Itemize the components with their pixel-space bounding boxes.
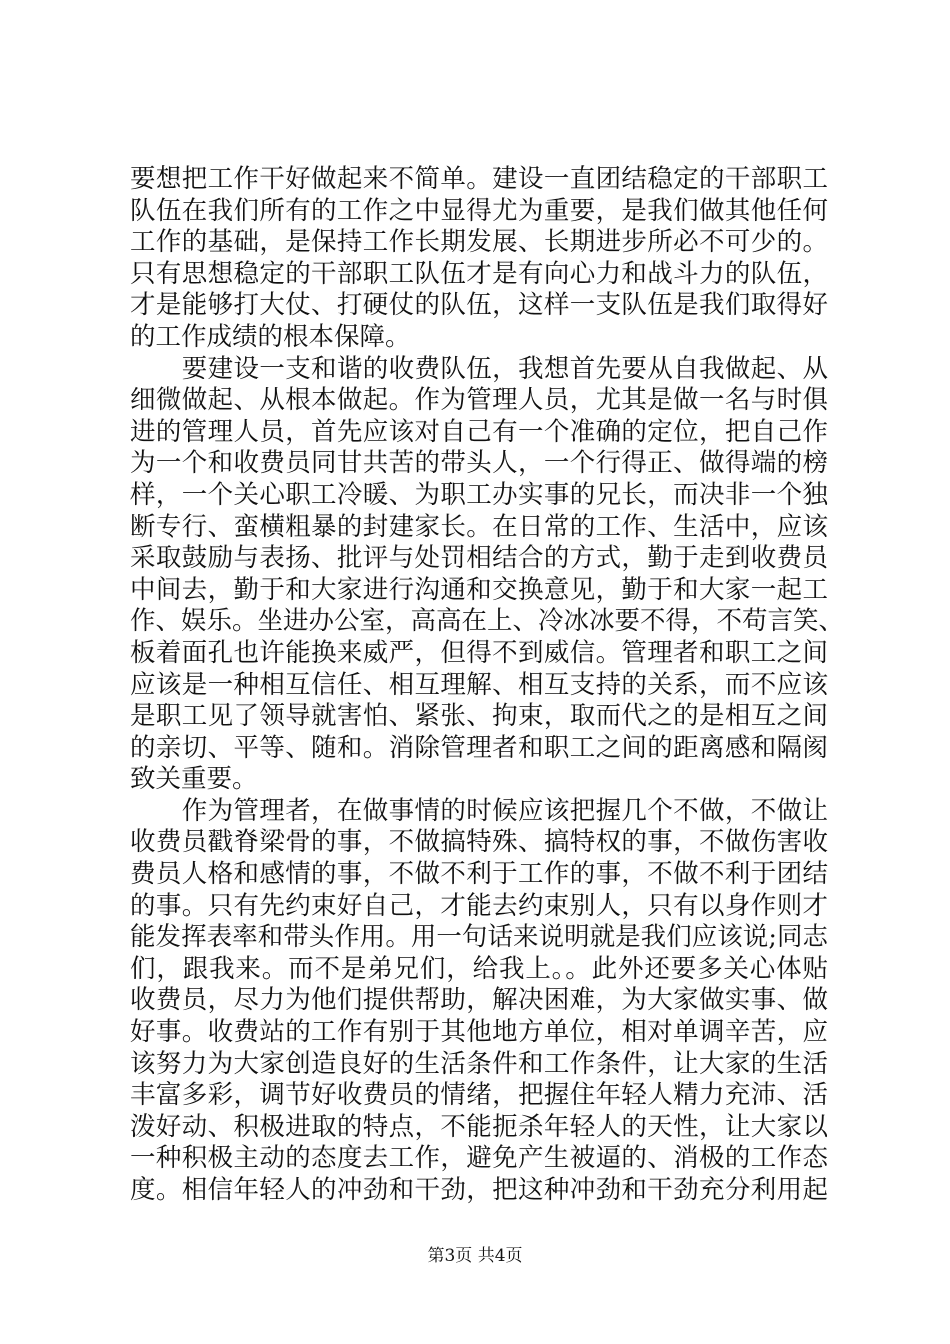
paragraph-line: 断专行、蛮横粗暴的封建家长。在日常的工作、生活中，应该 (130, 511, 828, 542)
document-body (130, 164, 845, 1207)
paragraph-line: 进的管理人员，首先应该对自己有一个准确的定位，把自己作 (130, 416, 828, 447)
paragraph-line: 应该是一种相互信任、相互理解、相互支持的关系，而不应该 (130, 669, 828, 700)
paragraph-line: 细微做起、从根本做起。作为管理人员，尤其是做一名与时俱 (130, 385, 828, 416)
paragraph-line: 只有思想稳定的干部职工队伍才是有向心力和战斗力的队伍， (130, 258, 828, 289)
paragraph-line: 该努力为大家创造良好的生活条件和工作条件，让大家的生活 (130, 1048, 828, 1079)
paragraph-line: 中间去，勤于和大家进行沟通和交换意见，勤于和大家一起工 (130, 574, 828, 605)
paragraph-line: 们，跟我来。而不是弟兄们，给我上。。此外还要多关心体贴 (130, 953, 828, 984)
paragraph-line: 度。相信年轻人的冲劲和干劲，把这种冲劲和干劲充分利用起 (130, 1175, 828, 1205)
paragraph-line: 作、娱乐。坐进办公室，高高在上、冷冰冰要不得，不苟言笑、 (130, 606, 845, 637)
paragraph-line: 的工作成绩的根本保障。 (130, 321, 411, 352)
paragraph-line: 收费员戳脊梁骨的事，不做搞特殊、搞特权的事，不做伤害收 (130, 827, 828, 858)
paragraph-line: 一种积极主动的态度去工作，避免产生被逼的、消极的工作态 (130, 1143, 828, 1174)
paragraph-line: 才是能够打大仗、打硬仗的队伍，这样一支队伍是我们取得好 (130, 290, 828, 321)
paragraph-line: 是职工见了领导就害怕、紧张、拘束，取而代之的是相互之间 (130, 701, 828, 732)
paragraph (130, 796, 828, 1207)
paragraph-line: 费员人格和感情的事，不做不利于工作的事，不做不利于团结 (130, 859, 828, 890)
paragraph-line: 队伍在我们所有的工作之中显得尤为重要，是我们做其他任何 (130, 195, 828, 226)
paragraph-line: 样，一个关心职工冷暖、为职工办实事的兄长，而决非一个独 (130, 479, 828, 510)
paragraph-line: 板着面孔也许能换来威严，但得不到威信。管理者和职工之间 (130, 637, 828, 668)
paragraph-line: 收费员，尽力为他们提供帮助，解决困难，为大家做实事、做 (130, 985, 828, 1016)
paragraph-line: 的事。只有先约束好自己，才能去约束别人，只有以身作则才 (130, 890, 828, 921)
paragraph-line: 丰富多彩，调节好收费员的情绪，把握住年轻人精力充沛、活 (130, 1080, 828, 1111)
paragraph-line: 要想把工作干好做起来不简单。建设一直团结稳定的干部职工 (130, 164, 828, 194)
paragraph-line: 能发挥表率和带头作用。用一句话来说明就是我们应该说;同志 (130, 922, 828, 953)
paragraph-line: 好事。收费站的工作有别于其他地方单位，相对单调辛苦，应 (130, 1017, 828, 1048)
paragraph-line: 作为管理者，在做事情的时候应该把握几个不做，不做让 (130, 795, 828, 826)
paragraph-line: 的亲切、平等、随和。消除管理者和职工之间的距离感和隔阂 (130, 732, 828, 763)
paragraph-line: 采取鼓励与表扬、批评与处罚相结合的方式，勤于走到收费员 (130, 543, 828, 574)
paragraph-line: 致关重要。 (130, 764, 258, 795)
page-number-footer: 第3页 共4页 (427, 1246, 523, 1266)
paragraph (130, 353, 845, 796)
paragraph-line: 要建设一支和谐的收费队伍，我想首先要从自我做起、从 (130, 353, 828, 384)
paragraph-line: 为一个和收费员同甘共苦的带头人，一个行得正、做得端的榜 (130, 448, 828, 479)
paragraph-line: 工作的基础，是保持工作长期发展、长期进步所必不可少的。 (130, 227, 828, 258)
paragraph (130, 164, 828, 354)
paragraph-line: 泼好动、积极进取的特点，不能扼杀年轻人的天性，让大家以 (130, 1111, 828, 1142)
